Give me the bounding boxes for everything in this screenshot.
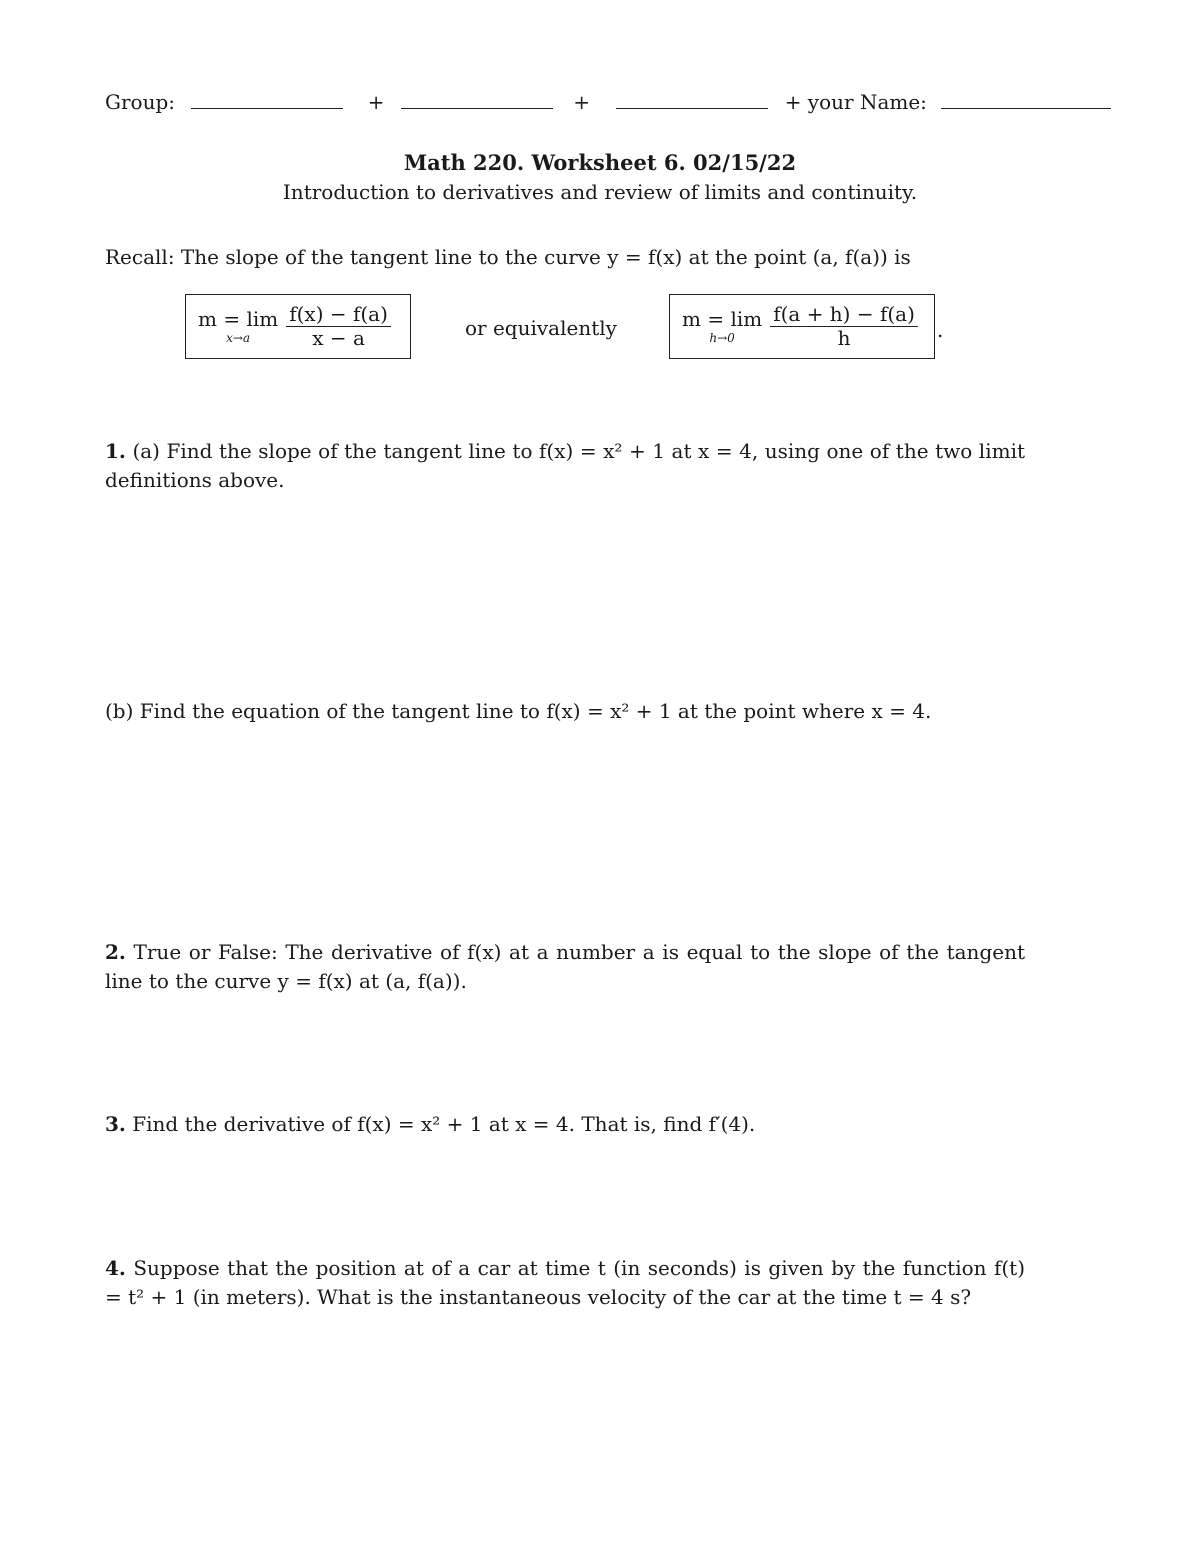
- difference-quotient: [770, 303, 918, 350]
- question-number: 1.: [105, 439, 126, 463]
- formula-box-limit-x-to-a: [185, 294, 411, 359]
- worksheet-subtitle: Introduction to derivatives and review of limits and continuity.: [282, 180, 918, 204]
- fraction-denominator: x − a: [312, 326, 365, 350]
- question-4: [105, 1254, 1025, 1312]
- limit-lhs: m = lim: [682, 307, 763, 331]
- your-name-blank[interactable]: [941, 88, 1111, 109]
- plus-sign-2: +: [573, 90, 590, 114]
- question-text: Suppose that the position at of a car at time t (in seconds) is given by the function f(t) = t² + 1 (in meters). What is the instantaneous velocity of the car at the time t = 4 s?: [105, 1256, 1026, 1309]
- your-name-label: + your Name:: [784, 90, 927, 114]
- group-header: [105, 88, 1111, 114]
- fraction-numerator: f(x) − f(a): [286, 303, 391, 327]
- fraction-numerator: f(a + h) − f(a): [770, 303, 918, 327]
- question-text: Find the derivative of f(x) = x² + 1 at x = 4. That is, find f′(4).: [132, 1112, 756, 1136]
- limit-subscript: x→a: [226, 331, 251, 345]
- question-number: 2.: [105, 940, 126, 964]
- question-1b: [105, 697, 1025, 726]
- group-label: Group:: [105, 90, 175, 114]
- limit-operator: [198, 309, 278, 344]
- question-text: (b) Find the equation of the tangent line to f(x) = x² + 1 at the point where x = 4.: [105, 699, 932, 723]
- recall-prefix: Recall:: [105, 245, 175, 269]
- question-number: 3.: [105, 1112, 126, 1136]
- question-3: [105, 1110, 1025, 1139]
- question-number: 4.: [105, 1256, 126, 1280]
- group-member-2-blank[interactable]: [401, 88, 553, 109]
- fraction-denominator: h: [837, 326, 851, 350]
- recall-statement: [105, 245, 911, 269]
- formula-box-limit-h-to-0: [669, 294, 935, 359]
- worksheet-title: Math 220. Worksheet 6. 02/15/22: [403, 150, 797, 175]
- difference-quotient: [286, 303, 391, 350]
- recall-text: The slope of the tangent line to the curve y = f(x) at the point (a, f(a)) is: [180, 245, 911, 269]
- group-member-3-blank[interactable]: [616, 88, 768, 109]
- formula-end-period: .: [937, 318, 944, 342]
- or-equivalently-text: or equivalently: [465, 316, 617, 340]
- group-member-1-blank[interactable]: [191, 88, 343, 109]
- question-1a: [105, 437, 1025, 495]
- question-2: [105, 938, 1025, 996]
- question-text: True or False: The derivative of f(x) at a number a is equal to the slope of the tangent line to the curve y = f(x) at (a, f(a)).: [105, 940, 1025, 993]
- limit-operator: [682, 309, 762, 344]
- question-text: (a) Find the slope of the tangent line to f(x) = x² + 1 at x = 4, using one of the two limit definitions above.: [105, 439, 1025, 492]
- limit-lhs: m = lim: [198, 307, 279, 331]
- plus-sign-1: +: [367, 90, 385, 114]
- limit-subscript: h→0: [709, 331, 735, 345]
